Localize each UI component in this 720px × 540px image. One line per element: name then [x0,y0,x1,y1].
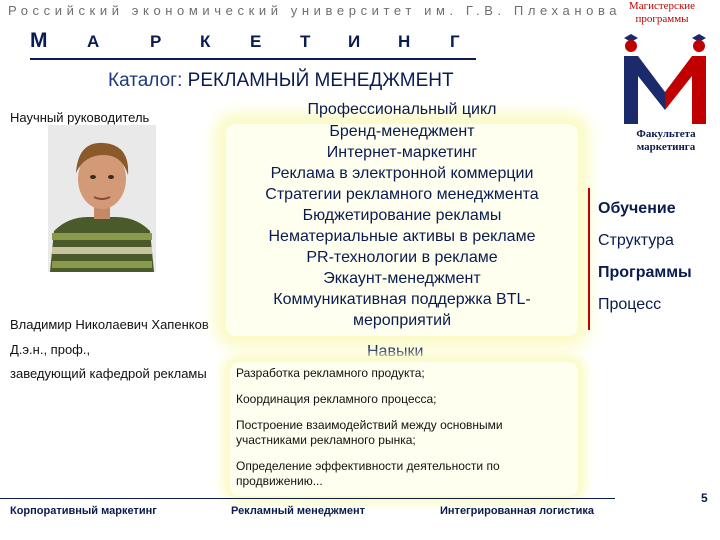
nav-link-training[interactable]: Обучение [598,200,676,217]
letter: Р [150,32,162,51]
footer-divider [0,498,615,499]
letter: Е [250,32,262,51]
letter-m-left [624,56,665,124]
letter: М [30,29,48,52]
marketing-letters [30,29,480,56]
university-name: Российский экономический университет им. Г.В. Плеханова [8,3,622,18]
letter: Г [450,32,460,51]
list-item[interactable]: Стратегии рекламного менеджмента [265,186,539,203]
supervisor-degree: Д.э.н., проф., [10,342,91,357]
page-number: 5 [701,491,708,505]
list-item[interactable]: Бренд-менеджмент [329,123,475,140]
list-item[interactable]: PR-технологии в рекламе [306,249,498,266]
nav-divider [588,188,590,330]
supervisor-position: заведующий кафедрой рекламы [10,366,207,381]
footer-link-corporate-marketing[interactable]: Корпоративный маркетинг [10,505,157,517]
list-item[interactable]: Эккаунт-менеджмент [323,270,481,287]
list-item: Координация рекламного процесса; [236,392,437,406]
letter: И [348,32,361,51]
catalog-title: РЕКЛАМНЫЙ МЕНЕДЖМЕНТ [187,70,454,91]
page-title [108,70,454,92]
faculty-logo [614,24,716,128]
list-item: Определение эффективности деятельности по продвижению... [236,459,500,488]
supervisor-label: Научный руководитель [10,110,150,125]
figure-head [693,40,705,52]
list-item: Разработка рекламного продукта; [236,366,425,380]
nav-link-process[interactable]: Процесс [598,296,662,313]
letter-m-right [665,56,706,124]
letter: Т [300,32,311,51]
footer-link-integrated-logistics[interactable]: Интегрированная логистика [440,505,594,517]
header-divider [30,58,476,60]
list-item[interactable]: Реклама в электронной коммерции [270,165,534,182]
letter: Н [398,32,411,51]
letter: К [200,32,211,51]
skills-title: Навыки [367,343,424,360]
supervisor-name: Владимир Николаевич Хапенков [10,317,209,332]
master-programs-label: Магистерские программы [628,0,696,25]
nav-link-programs[interactable]: Программы [598,264,692,281]
footer-link-advertising-management[interactable]: Рекламный менеджмент [231,505,366,517]
list-item[interactable]: Бюджетирование рекламы [302,207,502,224]
professional-cycle-title: Профессиональный цикл [307,101,497,118]
catalog-label: Каталог: [108,70,183,91]
skills-list [236,366,576,500]
list-item[interactable]: Интернет-маркетинг [326,144,478,161]
list-item: Построение взаимодействий между основными участниками рекламного рынка; [236,418,503,447]
professional-cycle-list [226,121,578,331]
letter: А [87,32,100,51]
faculty-label: Факультета маркетинга [636,128,696,153]
list-item[interactable]: Коммуникативная поддержка BTL-мероприятий [273,291,531,329]
nav-link-structure[interactable]: Структура [598,232,674,249]
figure-head [625,40,637,52]
supervisor-photo [48,125,156,272]
list-item[interactable]: Нематериальные активы в рекламе [268,228,536,245]
